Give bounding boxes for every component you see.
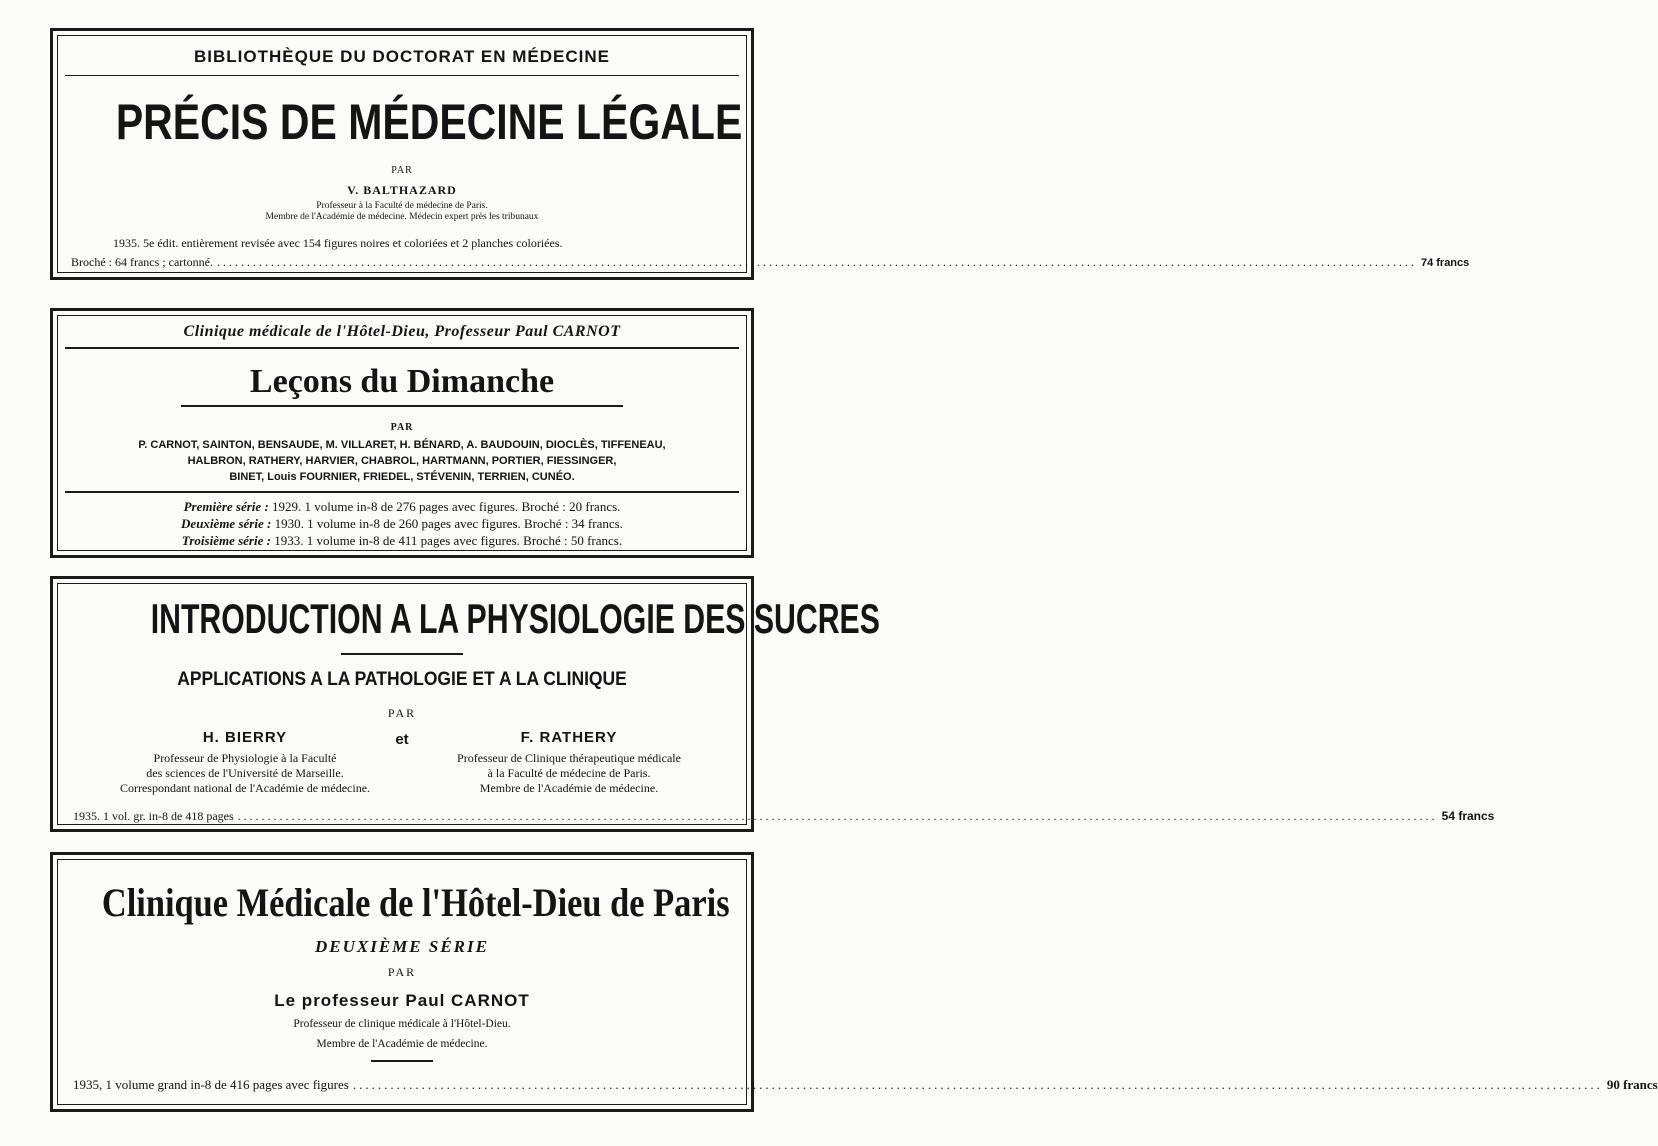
edition-info: 1935. 5e édit. entièrement revisée avec 154 figures noires et coloriées et 2 planches coloriées. [113,236,563,250]
conjunction-et: et [395,731,409,748]
clinic-header: Clinique médicale de l'Hôtel-Dieu, Professeur Paul CARNOT [183,323,621,340]
author-credential: Correspondant national de l'Académie de médecine. [119,781,371,795]
volume-label: Deuxième série : [181,516,272,531]
author-credential: Membre de l'Académie de médecine. [479,781,659,795]
price-line [73,1077,1658,1093]
authors-list: P. CARNOT, SAINTON, BENSAUDE, M. VILLARET, H. BÉNARD, A. BAUDOUIN, DIOCLÈS, TIFFENEAU, [138,439,666,451]
edition-info: 1935. 1 vol. gr. in-8 de 418 pages [73,809,234,823]
authors-list: BINET, Louis FOURNIER, FRIEDEL, STÉVENIN, TERRIEN, CUNÉO. [229,471,575,483]
author-name: V. BALTHAZARD [347,183,457,197]
author-credential: Professeur de clinique médicale à l'Hôtel-Dieu. [293,1018,511,1030]
book-title: PRÉCIS DE MÉDECINE LÉGALE [115,94,743,150]
volume-label: Première série : [183,499,269,514]
authors-list: HALBRON, RATHERY, HARVIER, CHABROL, HARTMANN, PORTIER, FIESSINGER, [187,455,617,467]
par-label: PAR [390,422,414,433]
volume-detail: 1930. 1 volume in-8 de 260 pages avec figures. Broché : 34 francs. [274,516,623,531]
volume-row [53,533,751,549]
book-title: INTRODUCTION A LA PHYSIOLOGIE DES SUCRES [150,595,880,642]
author-column [419,729,719,796]
book-title: Clinique Médicale de l'Hôtel-Dieu de Paris [101,880,730,925]
leader-dots [238,809,1438,824]
leader-dots [353,1077,1603,1093]
ad-lecons-du-dimanche [50,308,754,558]
author-credential: Professeur de Clinique thérapeutique médicale [457,751,681,765]
book-title: Leçons du Dimanche [249,363,555,400]
author-credential: à la Faculté de médecine de Paris. [487,766,651,780]
divider [371,1060,433,1062]
par-label: PAR [387,965,417,979]
subtitle: APPLICATIONS A LA PATHOLOGIE ET A LA CLINIQUE [177,669,627,690]
title-underline [181,405,623,407]
volume-detail: 1933. 1 volume in-8 de 411 pages avec figures. Broché : 50 francs. [274,533,623,548]
par-label: PAR [391,165,413,176]
author-name: F. RATHERY [520,729,618,746]
edition-info: 1935, 1 volume grand in-8 de 416 pages avec figures [73,1077,349,1092]
volume-row [53,499,751,515]
price: 74 francs [1420,257,1470,269]
volume-label: Troisième série : [181,533,271,548]
ad-precis-medecine-legale [50,28,1470,280]
author-name: H. BIERRY [202,729,288,746]
price-line [73,809,1495,824]
author-credential: des sciences de l'Université de Marseille. [146,766,344,780]
author-credential: Professeur de Physiologie à la Faculté [153,751,337,765]
leader-dots [217,255,1417,270]
price: 54 francs [1441,809,1495,823]
author-credential: Professeur à la Faculté de médecine de Paris. [316,201,488,211]
divider [65,347,739,349]
divider [65,491,739,493]
price-line [71,255,1470,270]
author-name: Le professeur Paul CARNOT [274,991,530,1010]
ad-physiologie-des-sucres [50,576,1495,832]
divider [65,75,739,76]
price: 90 francs [1606,1077,1658,1092]
par-label: PAR [387,706,417,720]
author-credential: Membre de l'Académie de médecine. Médecin expert près les tribunaux [265,212,539,222]
series-label: DEUXIÈME SÉRIE [315,937,489,956]
volume-row [53,516,751,532]
divider [341,653,463,655]
ad-clinique-hotel-dieu [50,852,1658,1112]
price-label: Broché : 64 francs ; cartonné. [71,255,213,269]
author-column [95,729,395,796]
series-heading: BIBLIOTHÈQUE DU DOCTORAT EN MÉDECINE [194,47,610,66]
author-credential: Membre de l'Académie de médecine. [316,1038,488,1050]
volume-detail: 1929. 1 volume in-8 de 276 pages avec figures. Broché : 20 francs. [272,499,621,514]
